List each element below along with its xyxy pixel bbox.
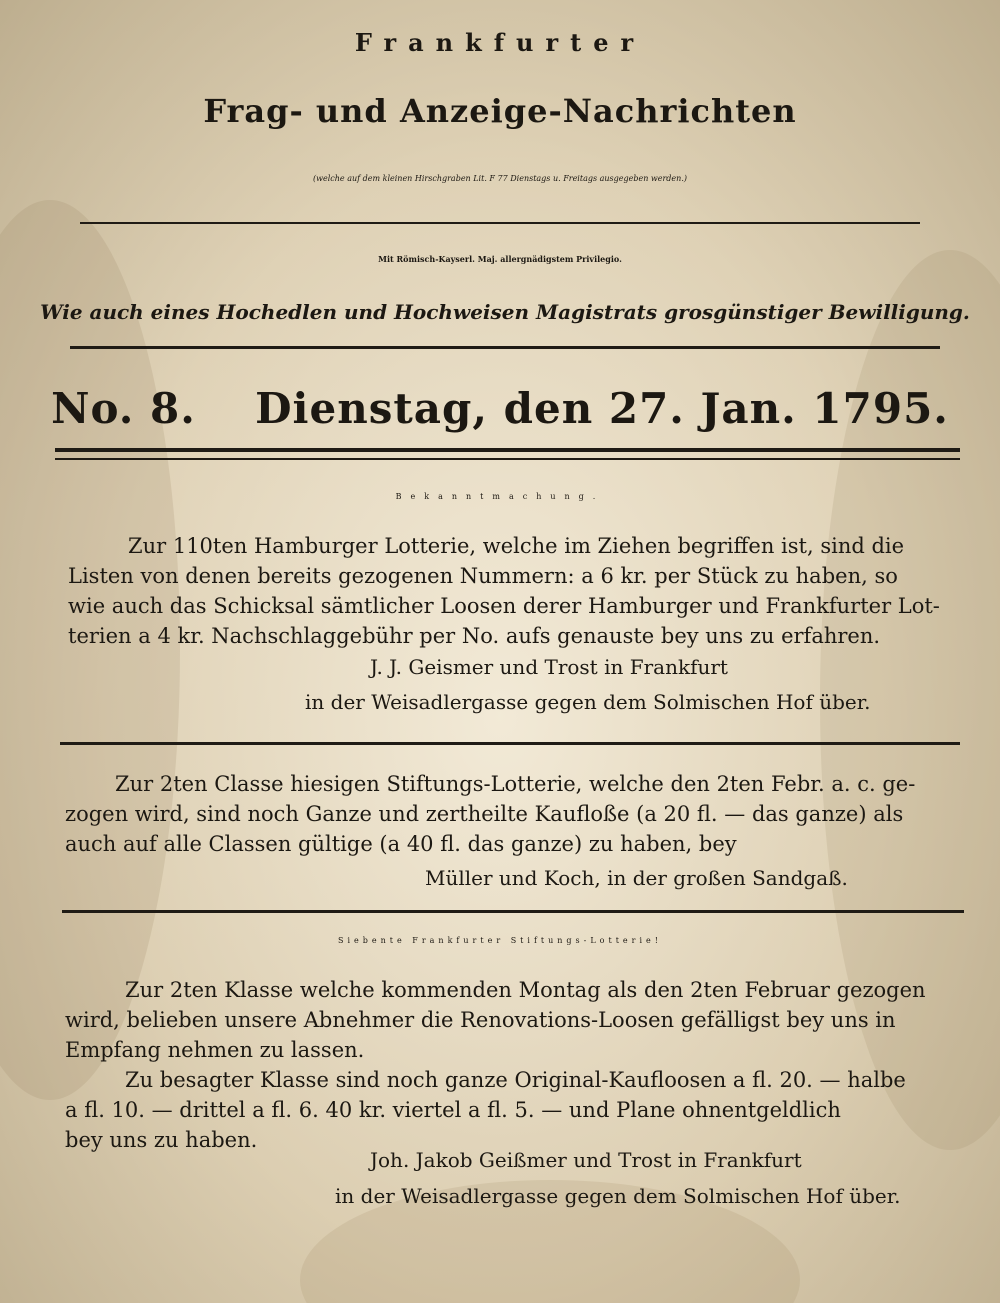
- issue-date: Dienstag, den 27. Jan. 1795.: [255, 384, 949, 433]
- privilege-line-1: Mit Römisch-Kayserl. Maj. allergnädigstem Privilegio.: [378, 254, 622, 264]
- divider-rule: [60, 742, 960, 745]
- notice1-line: terien a 4 kr. Nachschlaggebühr per No. aufs genauste bey uns zu erfahren.: [68, 624, 881, 648]
- issue-number: No. 8.: [51, 384, 196, 433]
- masthead-title-line1: Frankfurter: [354, 28, 646, 57]
- notice3-line: bey uns zu haben.: [65, 1128, 258, 1152]
- notice1-line: Zur 110ten Hamburger Lotterie, welche im Ziehen begriffen ist, sind die: [128, 534, 905, 558]
- notice1-address: in der Weisadlergasse gegen dem Solmischen Hof über.: [305, 690, 871, 714]
- notice2-line: zogen wird, sind noch Ganze und zertheilte Kaufloße (a 20 fl. — das ganze) als: [65, 802, 904, 826]
- notice3-line: Empfang nehmen zu lassen.: [65, 1038, 365, 1062]
- notice3-line: a fl. 10. — drittel a fl. 6. 40 kr. viertel a fl. 5. — und Plane ohnentgeldlich: [65, 1098, 841, 1122]
- notice1-line: wie auch das Schicksal sämtlicher Loosen derer Hamburger und Frankfurter Lot-: [68, 594, 940, 618]
- notice3-line: Zu besagter Klasse sind noch ganze Original-Kaufloosen a fl. 20. — halbe: [125, 1068, 906, 1092]
- notice2-line: auch auf alle Classen gültige (a 40 fl. das ganze) zu haben, bey: [65, 832, 737, 856]
- notice3-signature: Joh. Jakob Geißmer und Trost in Frankfurt: [370, 1148, 802, 1172]
- paper-stain: [0, 200, 180, 1100]
- masthead-subtitle: (welche auf dem kleinen Hirschgraben Lit. F 77 Dienstags u. Freitags ausgegeben werden.): [313, 174, 687, 183]
- double-rule-top: [55, 448, 960, 452]
- divider-rule: [62, 910, 964, 913]
- notice1-signature: J. J. Geismer und Trost in Frankfurt: [370, 655, 728, 679]
- notice3-line: wird, belieben unsere Abnehmer die Renovations-Loosen gefälligst bey uns in: [65, 1008, 896, 1032]
- double-rule-bottom: [55, 458, 960, 460]
- issue-line: [0, 384, 1000, 433]
- divider-rule: [70, 346, 940, 349]
- notice1-heading: Bekanntmachung.: [395, 492, 605, 501]
- notice3-address: in der Weisadlergasse gegen dem Solmischen Hof über.: [335, 1184, 901, 1208]
- notice3-heading: Siebente Frankfurter Stiftungs-Lotterie!: [338, 936, 662, 945]
- privilege-line-2: Wie auch eines Hochedlen und Hochweisen Magistrats grosgünstiger Bewilligung.: [40, 300, 970, 324]
- masthead-title-line2: Frag- und Anzeige-Nachrichten: [203, 92, 797, 130]
- notice2-signature: Müller und Koch, in der großen Sandgaß.: [425, 866, 848, 890]
- notice2-line: Zur 2ten Classe hiesigen Stiftungs-Lotterie, welche den 2ten Febr. a. c. ge-: [115, 772, 916, 796]
- divider-rule: [80, 222, 920, 224]
- notice1-line: Listen von denen bereits gezogenen Nummern: a 6 kr. per Stück zu haben, so: [68, 564, 898, 588]
- notice3-line: Zur 2ten Klasse welche kommenden Montag als den 2ten Februar gezogen: [125, 978, 926, 1002]
